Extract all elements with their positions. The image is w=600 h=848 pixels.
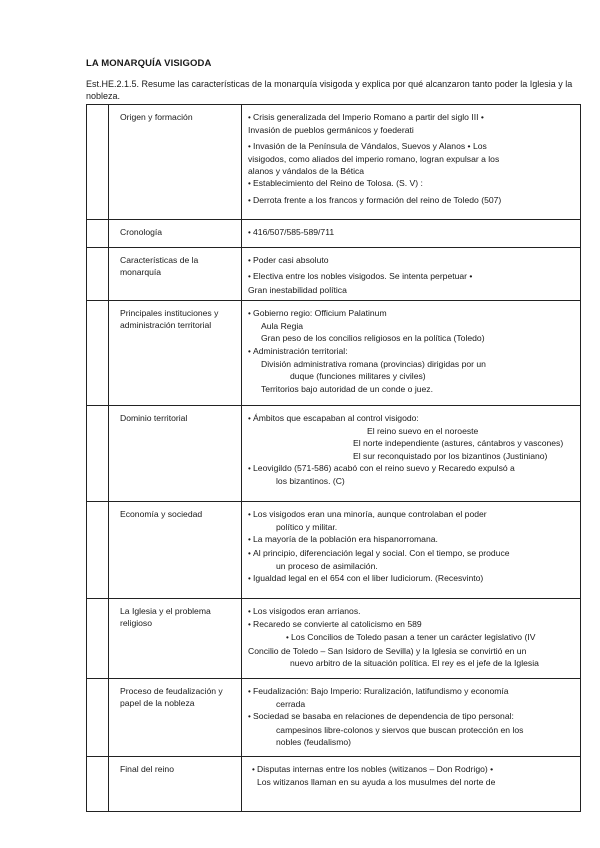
bullet-line: • Los visigodos eran una minoría, aunque controlaban el poder: [248, 508, 574, 521]
bullet-line: • Los visigodos eran arrianos.: [248, 605, 574, 618]
row-content: [242, 105, 581, 220]
row-label: Origen y formación: [109, 105, 242, 220]
text-line: alanos y vándalos de la Bética: [248, 166, 365, 177]
table-row: [87, 220, 581, 248]
row-content: [242, 756, 581, 811]
row-number-cell: [87, 405, 109, 501]
row-number-cell: [87, 300, 109, 405]
text-line: nuevo arbitro de la situación política. El rey es el jefe de la Iglesia: [290, 658, 539, 669]
table-row: [87, 598, 581, 678]
bullet-line: • Feudalización: Bajo Imperio: Ruralización, latifundismo y economía: [248, 685, 574, 698]
bullet-line: • Administración territorial:: [248, 345, 574, 358]
table-row: [87, 756, 581, 811]
text-line: El reino suevo en el noroeste: [367, 426, 479, 437]
table-row: [87, 248, 581, 301]
row-label: Dominio territorial: [109, 405, 242, 501]
document-intro: Est.HE.2.1.5. Resume las características de la monarquía visigoda y explica por qué alcanzaron tanto poder la Iglesia y la nobleza.: [86, 79, 573, 101]
bullet-line: • Sociedad se basaba en relaciones de dependencia de tipo personal:: [248, 710, 574, 723]
row-content: [242, 678, 581, 756]
text-line: Concilio de Toledo – San Isidoro de Sevilla) y la Iglesia se convirtió en un: [248, 645, 527, 656]
text-line: Aula Regia: [261, 321, 304, 332]
bullet-line: • Ámbitos que escapaban al control visigodo:: [248, 412, 574, 425]
bullet-line: • Electiva entre los nobles visigodos. Se intenta perpetuar •: [248, 270, 574, 283]
row-content: [242, 300, 581, 405]
text-line: Gran inestabilidad política: [248, 284, 347, 295]
table-row: [87, 300, 581, 405]
bullet-line: • Al principio, diferenciación legal y social. Con el tiempo, se produce: [248, 547, 574, 560]
document-title: LA MONARQUÍA VISIGODA: [86, 58, 212, 69]
row-label: La Iglesia y el problema religioso: [109, 598, 242, 678]
row-label: Economía y sociedad: [109, 501, 242, 598]
row-number-cell: [87, 105, 109, 220]
text-line: cerrada: [276, 699, 306, 710]
bullet-line: • Los Concilios de Toledo pasan a tener un carácter legislativo (IV: [248, 631, 574, 644]
bullet-line: • Invasión de la Península de Vándalos, Suevos y Alanos • Los: [248, 140, 574, 153]
row-label: Proceso de feudalización y papel de la nobleza: [109, 678, 242, 756]
row-label: Características de la monarquía: [109, 248, 242, 301]
bullet-line: • Establecimiento del Reino de Tolosa. (S. V) :: [248, 177, 574, 190]
text-line: El sur reconquistado por los bizantinos (Justiniano): [353, 450, 548, 461]
row-number-cell: [87, 220, 109, 248]
row-label: Principales instituciones y administración territorial: [109, 300, 242, 405]
row-content: [242, 598, 581, 678]
table-row: [87, 678, 581, 756]
bullet-line: • Derrota frente a los francos y formación del reino de Toledo (507): [248, 194, 574, 207]
row-content: [242, 220, 581, 248]
table-row: [87, 105, 581, 220]
text-line: los bizantinos. (C): [276, 476, 345, 487]
row-number-cell: [87, 598, 109, 678]
text-line: duque (funciones militares y civiles): [290, 371, 426, 382]
text-line: campesinos libre-colonos y siervos que buscan protección en los: [276, 724, 524, 735]
row-label: Final del reino: [109, 756, 242, 811]
text-line: nobles (feudalismo): [276, 737, 351, 748]
text-line: Gran peso de los concilios religiosos en la política (Toledo): [261, 333, 485, 344]
table-row: [87, 405, 581, 501]
bullet-line: • Disputas internas entre los nobles (witizanos – Don Rodrigo) •: [248, 763, 574, 776]
text-line: Territorios bajo autoridad de un conde o juez.: [261, 383, 433, 394]
text-line: División administrativa romana (provincias) dirigidas por un: [261, 359, 486, 370]
row-content: [242, 248, 581, 301]
summary-table: [86, 104, 581, 812]
text-line: visigodos, como aliados del imperio romano, logran expulsar a los: [248, 153, 500, 164]
bullet-line: • Recaredo se convierte al catolicismo en 589: [248, 618, 574, 631]
text-line: El norte independiente (astures, cántabros y vascones): [353, 438, 564, 449]
row-number-cell: [87, 678, 109, 756]
row-content: [242, 501, 581, 598]
text-line: un proceso de asimilación.: [276, 561, 378, 572]
bullet-line: • La mayoría de la población era hispanorromana.: [248, 533, 574, 546]
bullet-line: • Leovigildo (571-586) acabó con el reino suevo y Recaredo expulsó a: [248, 462, 574, 475]
bullet-line: • Poder casi absoluto: [248, 254, 574, 267]
row-number-cell: [87, 248, 109, 301]
bullet-line: • 416/507/585-589/711: [248, 226, 574, 239]
bullet-line: • Gobierno regio: Officium Palatinum: [248, 307, 574, 320]
text-line: político y militar.: [276, 522, 338, 533]
bullet-line: • Igualdad legal en el 654 con el liber Iudiciorum. (Recesvinto): [248, 572, 574, 585]
row-number-cell: [87, 756, 109, 811]
text-line: Invasión de pueblos germánicos y foederati: [248, 125, 414, 136]
row-label: Cronología: [109, 220, 242, 248]
text-line: Los witizanos llaman en su ayuda a los musulmes del norte de: [257, 777, 496, 788]
row-number-cell: [87, 501, 109, 598]
bullet-line: • Crisis generalizada del Imperio Romano a partir del siglo III •: [248, 111, 574, 124]
row-content: [242, 405, 581, 501]
table-row: [87, 501, 581, 598]
